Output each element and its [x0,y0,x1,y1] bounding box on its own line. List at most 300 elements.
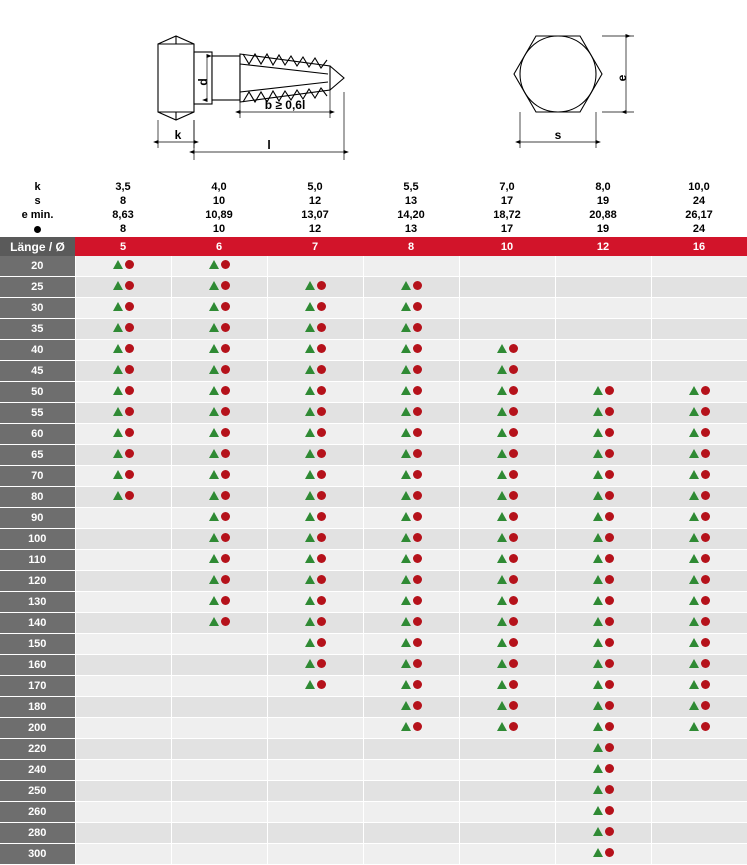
red-circle-icon [125,344,134,353]
green-triangle-icon [497,449,507,458]
availability-marks [401,428,422,437]
availability-cell [459,298,555,319]
availability-cell [459,424,555,445]
availability-cell [651,697,747,718]
availability-marks [497,386,518,395]
availability-cell [651,319,747,340]
red-circle-icon [125,281,134,290]
red-circle-icon [413,701,422,710]
length-label: 180 [0,697,75,718]
availability-cell [651,613,747,634]
spec-value: 24 [651,194,747,208]
red-circle-icon [317,365,326,374]
spec-value: 5,0 [267,180,363,194]
spec-value: 7,0 [459,180,555,194]
green-triangle-icon [497,617,507,626]
spec-row-label [0,222,75,236]
red-circle-icon [605,428,614,437]
red-circle-icon [413,722,422,731]
spec-row [0,180,747,194]
diameter-header-value: 7 [267,237,363,256]
green-triangle-icon [209,386,219,395]
green-triangle-icon [593,680,603,689]
green-triangle-icon [305,407,315,416]
availability-marks [593,554,614,563]
availability-cell [651,592,747,613]
green-triangle-icon [305,659,315,668]
availability-cell [555,760,651,781]
spec-value: 8,63 [75,208,171,222]
red-circle-icon [413,680,422,689]
red-circle-icon [317,470,326,479]
matrix-row [0,424,747,445]
availability-marks [689,449,710,458]
green-triangle-icon [305,428,315,437]
availability-marks [305,470,326,479]
red-circle-icon [125,428,134,437]
availability-cell [171,634,267,655]
availability-cell [171,445,267,466]
matrix-row [0,760,747,781]
green-triangle-icon [689,470,699,479]
spec-value: 10 [171,222,267,236]
spec-value: 24 [651,222,747,236]
availability-cell [267,277,363,298]
red-circle-icon [509,365,518,374]
spec-value: 10,0 [651,180,747,194]
availability-marks [305,596,326,605]
red-circle-icon [605,386,614,395]
red-circle-icon [605,785,614,794]
green-triangle-icon [497,701,507,710]
availability-marks [305,449,326,458]
availability-cell [555,613,651,634]
matrix-row [0,298,747,319]
availability-cell [651,529,747,550]
availability-cell [75,403,171,424]
availability-cell [555,823,651,844]
availability-marks [401,533,422,542]
dim-label-e: e [615,74,629,82]
red-circle-icon [509,449,518,458]
availability-cell [75,823,171,844]
availability-cell [267,424,363,445]
green-triangle-icon [305,344,315,353]
availability-cell [171,823,267,844]
green-triangle-icon [209,533,219,542]
matrix-row [0,655,747,676]
availability-cell [459,760,555,781]
green-triangle-icon [593,827,603,836]
green-triangle-icon [305,554,315,563]
red-circle-icon [605,617,614,626]
availability-cell [555,529,651,550]
availability-marks [689,428,710,437]
availability-cell [363,760,459,781]
availability-marks [401,386,422,395]
red-circle-icon [317,344,326,353]
availability-cell [555,592,651,613]
availability-marks [497,596,518,605]
green-triangle-icon [113,491,123,500]
availability-marks [113,365,134,374]
green-triangle-icon [209,407,219,416]
availability-marks [497,449,518,458]
availability-cell [363,445,459,466]
availability-cell [171,382,267,403]
red-circle-icon [221,512,230,521]
red-circle-icon [701,533,710,542]
green-triangle-icon [497,533,507,542]
red-circle-icon [413,575,422,584]
red-circle-icon [605,575,614,584]
spec-value: 18,72 [459,208,555,222]
availability-marks [401,554,422,563]
green-triangle-icon [593,638,603,647]
availability-cell [555,424,651,445]
green-triangle-icon [593,659,603,668]
availability-cell [555,844,651,865]
availability-cell [75,487,171,508]
availability-cell [267,508,363,529]
red-circle-icon [509,386,518,395]
green-triangle-icon [113,365,123,374]
spec-value: 12 [267,222,363,236]
availability-marks [305,680,326,689]
red-circle-icon [221,491,230,500]
availability-marks [689,554,710,563]
green-triangle-icon [689,554,699,563]
availability-marks [401,680,422,689]
availability-marks [305,281,326,290]
red-circle-icon [413,596,422,605]
length-label: 55 [0,403,75,424]
green-triangle-icon [113,260,123,269]
availability-cell [651,403,747,424]
length-label: 200 [0,718,75,739]
availability-cell [267,697,363,718]
availability-cell [459,718,555,739]
availability-marks [305,512,326,521]
availability-cell [459,676,555,697]
green-triangle-icon [401,281,411,290]
green-triangle-icon [689,638,699,647]
availability-cell [171,361,267,382]
green-triangle-icon [113,323,123,332]
red-circle-icon [701,512,710,521]
matrix-row [0,277,747,298]
availability-marks [593,659,614,668]
green-triangle-icon [305,302,315,311]
availability-marks [689,491,710,500]
availability-cell [363,529,459,550]
availability-cell [651,571,747,592]
green-triangle-icon [209,575,219,584]
length-label: 35 [0,319,75,340]
availability-cell [555,466,651,487]
green-triangle-icon [689,659,699,668]
availability-cell [267,823,363,844]
green-triangle-icon [209,470,219,479]
availability-marks [593,743,614,752]
availability-cell [171,676,267,697]
availability-cell [171,466,267,487]
green-triangle-icon [401,344,411,353]
availability-cell [651,718,747,739]
availability-cell [459,655,555,676]
availability-cell [171,403,267,424]
red-circle-icon [509,407,518,416]
matrix-row [0,781,747,802]
availability-marks [305,638,326,647]
availability-cell [555,298,651,319]
matrix-row [0,718,747,739]
availability-cell [363,718,459,739]
availability-cell [75,508,171,529]
matrix-row [0,466,747,487]
red-circle-icon [221,365,230,374]
availability-cell [171,718,267,739]
red-circle-icon [413,512,422,521]
spec-value: 14,20 [363,208,459,222]
diameter-header-row [0,237,747,256]
green-triangle-icon [305,281,315,290]
availability-marks [689,680,710,689]
availability-marks [401,512,422,521]
availability-cell [171,655,267,676]
availability-marks [497,344,518,353]
green-triangle-icon [689,596,699,605]
matrix-row [0,613,747,634]
availability-marks [689,596,710,605]
green-triangle-icon [209,617,219,626]
availability-cell [363,487,459,508]
availability-cell [651,655,747,676]
availability-cell [459,445,555,466]
availability-cell [363,403,459,424]
red-circle-icon [701,428,710,437]
length-label: 65 [0,445,75,466]
green-triangle-icon [305,680,315,689]
availability-cell [651,466,747,487]
availability-marks [593,575,614,584]
availability-marks [209,491,230,500]
availability-cell [267,676,363,697]
availability-marks [113,449,134,458]
availability-cell [267,340,363,361]
availability-cell [651,256,747,277]
availability-cell [555,256,651,277]
green-triangle-icon [401,575,411,584]
green-triangle-icon [497,659,507,668]
red-circle-icon [413,281,422,290]
availability-marks [401,638,422,647]
red-circle-icon [701,722,710,731]
availability-cell [651,487,747,508]
spec-row-label: k [0,180,75,194]
red-circle-icon [509,512,518,521]
availability-cell [267,634,363,655]
matrix-row [0,802,747,823]
red-circle-icon [701,659,710,668]
availability-marks [401,365,422,374]
black-dot-icon [34,226,41,233]
availability-cell [267,844,363,865]
red-circle-icon [605,449,614,458]
availability-marks [305,617,326,626]
matrix-row [0,403,747,424]
length-label: 110 [0,550,75,571]
availability-cell [459,340,555,361]
green-triangle-icon [497,386,507,395]
availability-cell [363,844,459,865]
spec-value: 8 [75,222,171,236]
red-circle-icon [221,617,230,626]
length-label: 100 [0,529,75,550]
availability-cell [171,739,267,760]
availability-marks [593,785,614,794]
availability-cell [75,760,171,781]
availability-marks [401,596,422,605]
availability-marks [113,386,134,395]
green-triangle-icon [689,722,699,731]
availability-marks [209,596,230,605]
availability-cell [75,802,171,823]
red-circle-icon [413,302,422,311]
diameter-header-value: 6 [171,237,267,256]
green-triangle-icon [497,428,507,437]
availability-cell [363,424,459,445]
dim-label-s: s [554,128,562,142]
red-circle-icon [317,533,326,542]
diameter-header-value: 10 [459,237,555,256]
red-circle-icon [317,323,326,332]
green-triangle-icon [401,638,411,647]
green-triangle-icon [689,428,699,437]
availability-cell [459,634,555,655]
green-triangle-icon [209,512,219,521]
spec-row-label: s [0,194,75,208]
green-triangle-icon [401,428,411,437]
screw-technical-drawing [0,0,747,180]
red-circle-icon [605,722,614,731]
red-circle-icon [317,659,326,668]
green-triangle-icon [305,617,315,626]
red-circle-icon [605,764,614,773]
red-circle-icon [221,449,230,458]
length-label: 300 [0,844,75,865]
red-circle-icon [413,554,422,563]
availability-marks [305,386,326,395]
green-triangle-icon [593,806,603,815]
length-label: 90 [0,508,75,529]
green-triangle-icon [689,449,699,458]
red-circle-icon [221,302,230,311]
availability-cell [75,256,171,277]
red-circle-icon [125,323,134,332]
availability-marks [593,617,614,626]
red-circle-icon [701,449,710,458]
availability-marks [305,323,326,332]
green-triangle-icon [305,533,315,542]
availability-cell [267,781,363,802]
spec-value: 4,0 [171,180,267,194]
length-label: 150 [0,634,75,655]
green-triangle-icon [305,323,315,332]
spec-value: 17 [459,222,555,236]
red-circle-icon [509,701,518,710]
availability-cell [459,256,555,277]
availability-marks [305,428,326,437]
availability-cell [363,634,459,655]
availability-marks [593,470,614,479]
availability-cell [555,634,651,655]
green-triangle-icon [401,680,411,689]
availability-cell [171,424,267,445]
availability-marks [401,722,422,731]
length-label: 130 [0,592,75,613]
availability-cell [267,466,363,487]
availability-cell [363,340,459,361]
green-triangle-icon [401,470,411,479]
availability-marks [497,365,518,374]
red-circle-icon [701,386,710,395]
availability-marks [593,449,614,458]
green-triangle-icon [113,470,123,479]
availability-cell [75,550,171,571]
red-circle-icon [317,575,326,584]
green-triangle-icon [401,659,411,668]
spec-value: 13 [363,194,459,208]
availability-marks [497,407,518,416]
availability-cell [459,403,555,424]
availability-cell [555,781,651,802]
green-triangle-icon [401,323,411,332]
matrix-row [0,823,747,844]
availability-cell [555,718,651,739]
availability-cell [555,508,651,529]
availability-marks [497,512,518,521]
red-circle-icon [605,470,614,479]
availability-cell [459,697,555,718]
red-circle-icon [509,428,518,437]
red-circle-icon [125,470,134,479]
availability-cell [267,403,363,424]
red-circle-icon [701,638,710,647]
length-label: 60 [0,424,75,445]
green-triangle-icon [497,575,507,584]
spec-value: 10 [171,194,267,208]
availability-marks [497,659,518,668]
green-triangle-icon [401,722,411,731]
availability-cell [459,487,555,508]
green-triangle-icon [209,260,219,269]
availability-cell [75,424,171,445]
availability-cell [267,256,363,277]
red-circle-icon [317,302,326,311]
green-triangle-icon [497,722,507,731]
spec-row [0,222,747,236]
green-triangle-icon [593,785,603,794]
length-label: 120 [0,571,75,592]
availability-marks [497,554,518,563]
green-triangle-icon [113,302,123,311]
length-label: 260 [0,802,75,823]
green-triangle-icon [497,680,507,689]
availability-cell [555,277,651,298]
availability-cell [267,571,363,592]
availability-cell [459,466,555,487]
